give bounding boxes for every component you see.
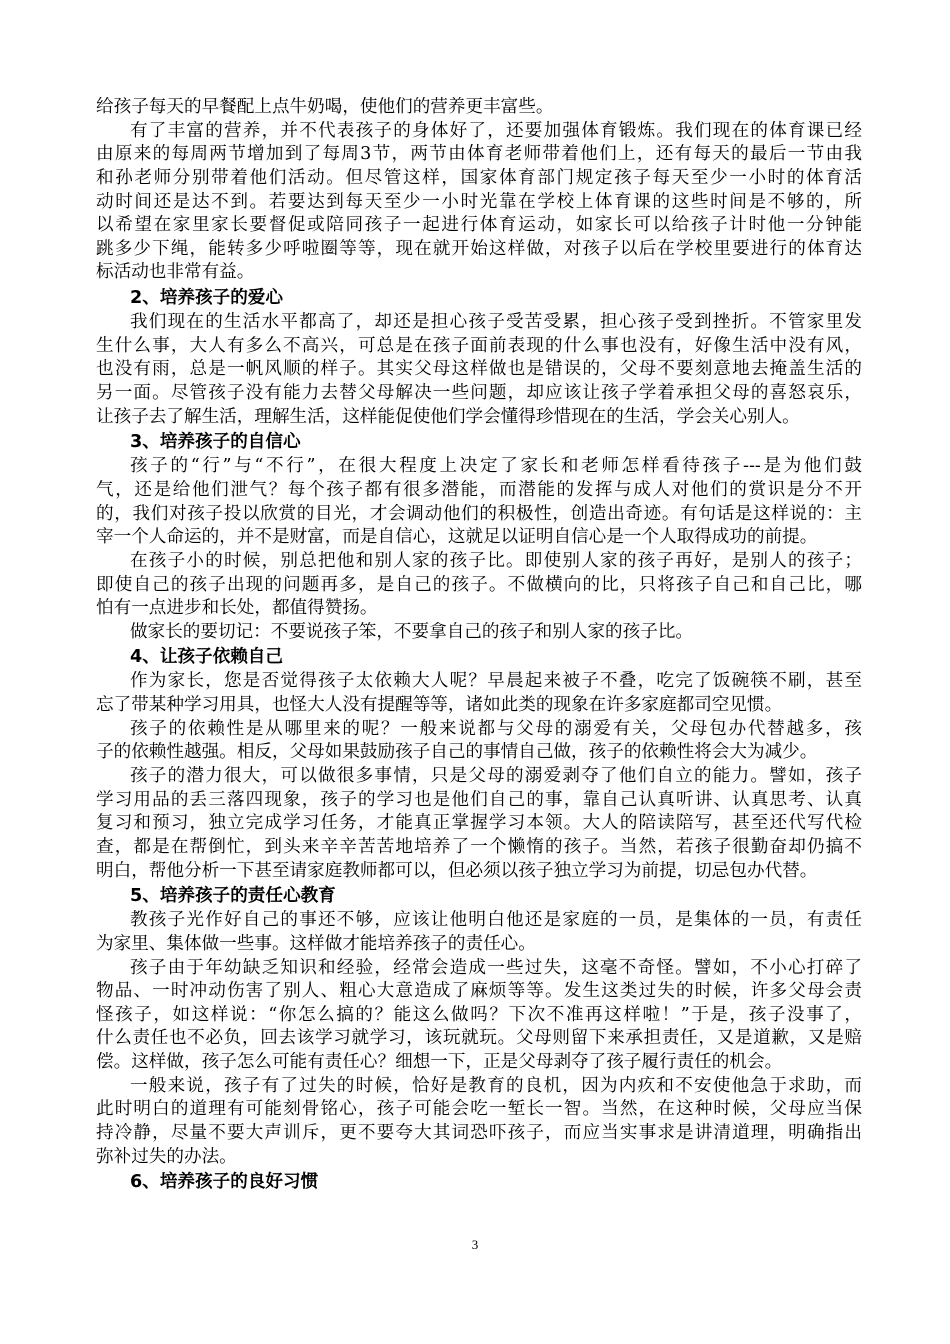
text-line: 给孩子每天的早餐配上点牛奶喝，使他们的营养更丰富些。 [96, 97, 554, 117]
text-line: 复习和预习，独立完成学习任务，才能真正掌握学习本领。大人的陪读陪写，甚至还代写代检 [96, 813, 862, 834]
text-line: 气，还是给他们泄气？每个孩子都有很多潜能，而潜能的发挥与成人对他们的赏识是分不开 [96, 479, 862, 500]
text-line: 孩子的“行”与“不行”，在很大程度上决定了家长和老师怎样看待孩子---是为他们鼓 [130, 456, 862, 477]
text-line: 物品、一时冲动伤害了别人、粗心大意造成了麻烦等等。发生这类过失的时候，许多父母会责 [96, 981, 862, 1002]
text-line: 孩子的依赖性是从哪里来的呢？一般来说都与父母的溺爱有关，父母包办代替越多，孩 [130, 718, 862, 739]
text-line: 什么责任也不必负，回去该学习就学习，该玩就玩。父母则留下来承担责任，又是道歉，又是赔 [96, 1028, 862, 1049]
text-line: 偿。这样做，孩子怎么可能有责任心？细想一下，正是父母剥夺了孩子履行责任的机会。 [96, 1052, 783, 1073]
text-line: 在孩子小的时候，别总把他和别人家的孩子比。即使别人家的孩子再好，是别人的孩子； [130, 550, 862, 571]
section-heading: 6、培养孩子的良好习惯 [130, 1172, 319, 1193]
text-line: 作为家长，您是否觉得孩子太依赖大人呢？早晨起来被子不叠，吃完了饭碗筷不刷，甚至 [130, 671, 862, 692]
text-line: 我们现在的生活水平都高了，却还是担心孩子受苦受累，担心孩子受到挫折。不管家里发 [130, 312, 862, 333]
text-line: 教孩子光作好自己的事还不够，应该让他明白他还是家庭的一员，是集体的一员，有责任 [130, 910, 862, 931]
text-line: 另一面。尽管孩子没有能力去替父母解决一些问题，却应该让孩子学着承担父母的喜怒哀乐， [96, 383, 862, 404]
text-line: 标活动也非常有益。 [96, 262, 255, 283]
text-line: 孩子由于年幼缺乏知识和经验，经常会造成一些过失，这毫不奇怪。譬如，不小心打碎了 [130, 957, 862, 978]
text-line: 持冷静，尽量不要大声训斥，更不要夸大其词恐吓孩子，而应当实事求是讲清道理，明确指出 [96, 1122, 862, 1143]
section-heading: 3、培养孩子的自信心 [130, 432, 301, 453]
text-line: 由原来的每周两节增加到了每周3节，两节由体育老师带着他们上，还有每天的最后一节由我 [96, 144, 862, 165]
text-line: 为家里、集体做一些事。这样做才能培养孩子的责任心。 [96, 933, 536, 954]
text-line: 学习用品的丢三落四现象，孩子的学习也是他们自己的事，靠自己认真听讲、认真思考、认真 [96, 789, 862, 810]
text-line: 有了丰富的营养，并不代表孩子的身体好了，还要加强体育锻炼。我们现在的体育课已经 [130, 120, 862, 141]
page-number: 3 [471, 1237, 479, 1252]
section-heading: 5、培养孩子的责任心教育 [130, 886, 336, 907]
text-line: 生什么事，大人有多么不高兴，可总是在孩子面前表现的什么事也没有，好像生活中没有风， [96, 335, 862, 356]
text-line: 宰一个人命运的，并不是财富，而是自信心，这就足以证明自信心是一个人取得成功的前提。 [96, 527, 818, 548]
text-line: 也没有雨，总是一帆风顺的样子。其实父母这样做也是错误的，父母不要刻意地去掩盖生活的 [96, 359, 862, 380]
document-page [96, 96, 862, 1195]
text-line: 弥补过失的办法。 [96, 1146, 237, 1167]
text-line: 的，我们对孩子投以欣赏的目光，才会调动他们的积极性，创造出奇迹。有句话是这样说的：主 [96, 503, 862, 524]
text-line: 明白，帮他分析一下甚至请家庭教师都可以，但必须以孩子独立学习为前提，切忌包办代替。 [96, 860, 818, 881]
text-line: 忘了带某种学习用具，也怪大人没有提醒等等，诸如此类的现象在许多家庭都司空见惯。 [96, 695, 783, 716]
text-line: 和孙老师分别带着他们活动。但尽管这样，国家体育部门规定孩子每天至少一小时的体育活 [96, 167, 862, 188]
text-line: 一般来说，孩子有了过失的时候，恰好是教育的良机，因为内疚和不安使他急于求助，而 [130, 1075, 862, 1096]
text-line: 以希望在家里家长要督促或陪同孩子一起进行体育运动，如家长可以给孩子计时他一分钟能 [96, 215, 862, 236]
section-heading: 2、培养孩子的爱心 [130, 288, 283, 309]
text-line: 子的依赖性越强。相反，父母如果鼓励孩子自己的事情自己做，孩子的依赖性将会大为减少。 [96, 742, 818, 763]
text-line: 做家长的要切记：不要说孩子笨，不要拿自己的孩子和别人家的孩子比。 [130, 621, 694, 642]
text-line: 怕有一点进步和长处，都值得赞扬。 [96, 598, 378, 619]
text-line: 即使自己的孩子出现的问题再多，是自己的孩子。不做横向的比，只将孩子自己和自己比，哪 [96, 574, 862, 595]
text-line: 查，都是在帮倒忙，到头来辛辛苦苦地培养了一个懒惰的孩子。当然，若孩子很勤奋却仍搞不 [96, 836, 862, 857]
text-line: 动时间还是达不到。若要达到每天至少一小时光靠在学校上体育课的这些时间是不够的，所 [96, 191, 862, 212]
text-line: 跳多少下绳，能转多少呼啦圈等等，现在就开始这样做，对孩子以后在学校里要进行的体育达 [96, 238, 862, 259]
section-heading: 4、让孩子依赖自己 [130, 647, 283, 668]
text-line: 怪孩子，如这样说：“你怎么搞的？能这么做吗？下次不准再这样啦！”于是，孩子没事了， [96, 1004, 862, 1025]
text-line: 孩子的潜力很大，可以做很多事情，只是父母的溺爱剥夺了他们自立的能力。譬如，孩子 [130, 766, 862, 787]
text-line: 让孩子去了解生活，理解生活，这样能促使他们学会懂得珍惜现在的生活，学会关心别人。 [96, 406, 800, 427]
text-line: 此时明白的道理有可能刻骨铭心，孩子可能会吃一堑长一智。当然，在这种时候，父母应当保 [96, 1099, 862, 1120]
